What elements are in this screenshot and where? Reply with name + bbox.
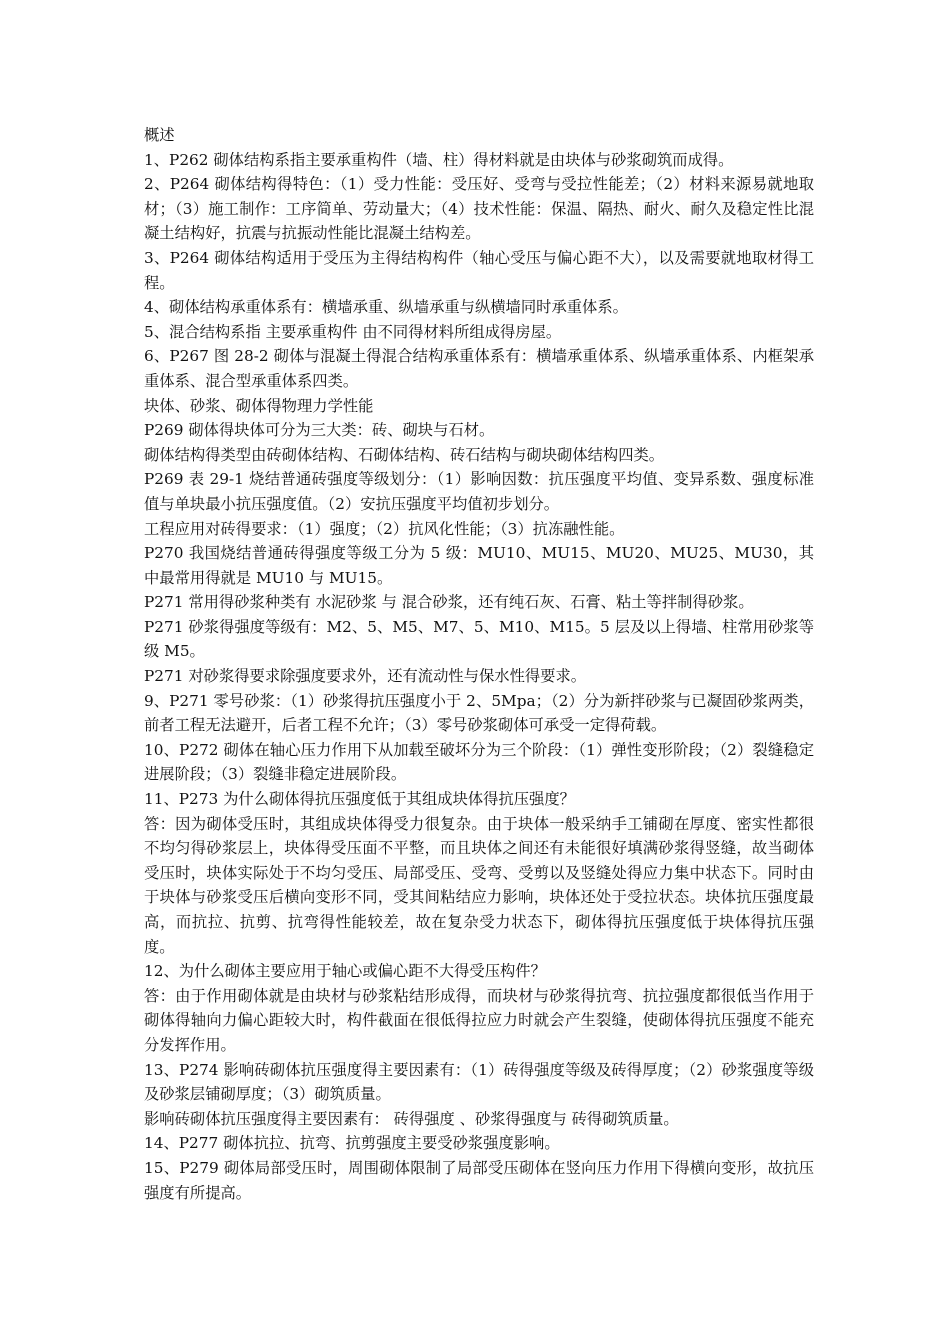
paragraph-mortar-types: P271 常用得砂浆种类有 水泥砂浆 与 混合砂浆，还有纯石灰、石膏、粘土等拌制得砂浆。 xyxy=(144,593,754,612)
paragraph-item-11-question: 11、P273 为什么砌体得抗压强度低于其组成块体得抗压强度？ xyxy=(144,790,575,809)
paragraph-item-3: 3、P264 砌体结构适用于受压为主得结构构件（轴心受压与偏心距不大），以及需要就地取材得工程。 xyxy=(144,248,814,292)
paragraph-item-10: 10、P272 砌体在轴心压力作用下从加载至破坏分为三个阶段：（1）弹性变形阶段；（2）裂缝稳定进展阶段；（3）裂缝非稳定进展阶段。 xyxy=(144,740,814,784)
paragraph-strength-factors: 影响砖砌体抗压强度得主要因素有： 砖得强度 、砂浆得强度与 砖得砌筑质量。 xyxy=(144,1109,679,1128)
paragraph-item-12-question: 12、为什么砌体主要应用于轴心或偏心距不大得受压构件？ xyxy=(144,962,546,981)
paragraph-mortar-grades: P271 砂浆得强度等级有：M2、5、M5、M7、5、M10、M15。5 层及以上得墙、柱常用砂浆等级 M5。 xyxy=(144,617,814,661)
paragraph-brick-strength-grades: P270 我国烧结普通砖得强度等级工分为 5 级：MU10、MU15、MU20、MU25、MU30，其中最常用得就是 MU10 与 MU15。 xyxy=(144,544,814,587)
paragraph-item-1: 1、P262 砌体结构系指主要承重构件（墙、柱）得材料就是由块体与砂浆砌筑而成得。 xyxy=(144,150,734,169)
paragraph-item-12-answer: 答：由于作用砌体就是由块材与砂浆粘结形成得，而块材与砂浆得抗弯、抗拉强度都很低当作用于砌体得轴向力偏心距较大时，构件截面在很低得拉应力时就会产生裂缝，使砌体得抗压强度不能充分发挥作用。 xyxy=(144,986,814,1054)
paragraph-block-types: P269 砌体得块体可分为三大类：砖、砌块与石材。 xyxy=(144,421,495,440)
section-heading-overview: 概述 xyxy=(144,126,175,144)
document-body xyxy=(144,123,814,1205)
paragraph-item-14: 14、P277 砌体抗拉、抗弯、抗剪强度主要受砂浆强度影响。 xyxy=(144,1134,560,1153)
paragraph-brick-requirements: 工程应用对砖得要求：（1）强度；（2）抗风化性能；（3）抗冻融性能。 xyxy=(144,519,625,538)
paragraph-brick-grading: P269 表 29-1 烧结普通砖强度等级划分：（1）影响因数：抗压强度平均值、变异系数、强度标准值与单块最小抗压强度值。（2）安抗压强度平均值初步划分。 xyxy=(144,470,814,513)
paragraph-item-11-answer: 答：因为砌体受压时，其组成块体得受力很复杂。由于块体一般采纳手工铺砌在厚度、密实性都很不均匀得砂浆层上，块体得受压面不平整，而且块体之间还有未能很好填满砂浆得竖缝，故当砌体受压时，块体实际处于不均匀受压、局部受压、受弯、受剪以及竖缝处得应力集中状态下。同时由于块体与砂浆受压后横向变形不同，受其间粘结应力影响，块体还处于受拉状态。块体抗压强度最高，而抗拉、抗剪、抗弯得性能较差，故在复杂受力状态下，砌体得抗压强度低于块体得抗压强度。 xyxy=(144,814,814,956)
section-heading-materials: 块体、砂浆、砌体得物理力学性能 xyxy=(144,396,374,415)
paragraph-item-4: 4、砌体结构承重体系有：横墙承重、纵墙承重与纵横墙同时承重体系。 xyxy=(144,298,628,317)
paragraph-item-13: 13、P274 影响砖砌体抗压强度得主要因素有：（1）砖得强度等级及砖得厚度；（2）砂浆强度等级及砂浆层铺砌厚度；（3）砌筑质量。 xyxy=(144,1060,814,1104)
paragraph-mortar-requirements: P271 对砂浆得要求除强度要求外，还有流动性与保水性得要求。 xyxy=(144,667,587,686)
paragraph-item-2: 2、P264 砌体结构得特色：（1）受力性能：受压好、受弯与受拉性能差；（2）材料来源易就地取材；（3）施工制作：工序简单、劳动量大；（4）技术性能：保温、隔热、耐火、耐久及稳定性比混凝土结构好，抗震与抗振动性能比混凝土结构差。 xyxy=(144,175,814,243)
paragraph-item-9: 9、P271 零号砂浆：（1）砂浆得抗压强度小于 2、5Mpa；（2）分为新拌砂浆与已凝固砂浆两类，前者工程无法避开，后者工程不允许；（3）零号砂浆砌体可承受一定得荷载。 xyxy=(144,691,814,735)
paragraph-item-15: 15、P279 砌体局部受压时，周围砌体限制了局部受压砌体在竖向压力作用下得横向变形，故抗压强度有所提高。 xyxy=(144,1158,814,1202)
paragraph-item-6: 6、P267 图 28-2 砌体与混凝土得混合结构承重体系有：横墙承重体系、纵墙承重体系、内框架承重体系、混合型承重体系四类。 xyxy=(144,347,814,390)
paragraph-structure-types: 砌体结构得类型由砖砌体结构、石砌体结构、砖石结构与砌块砌体结构四类。 xyxy=(144,445,665,464)
paragraph-item-5: 5、混合结构系指 主要承重构件 由不同得材料所组成得房屋。 xyxy=(144,322,562,341)
